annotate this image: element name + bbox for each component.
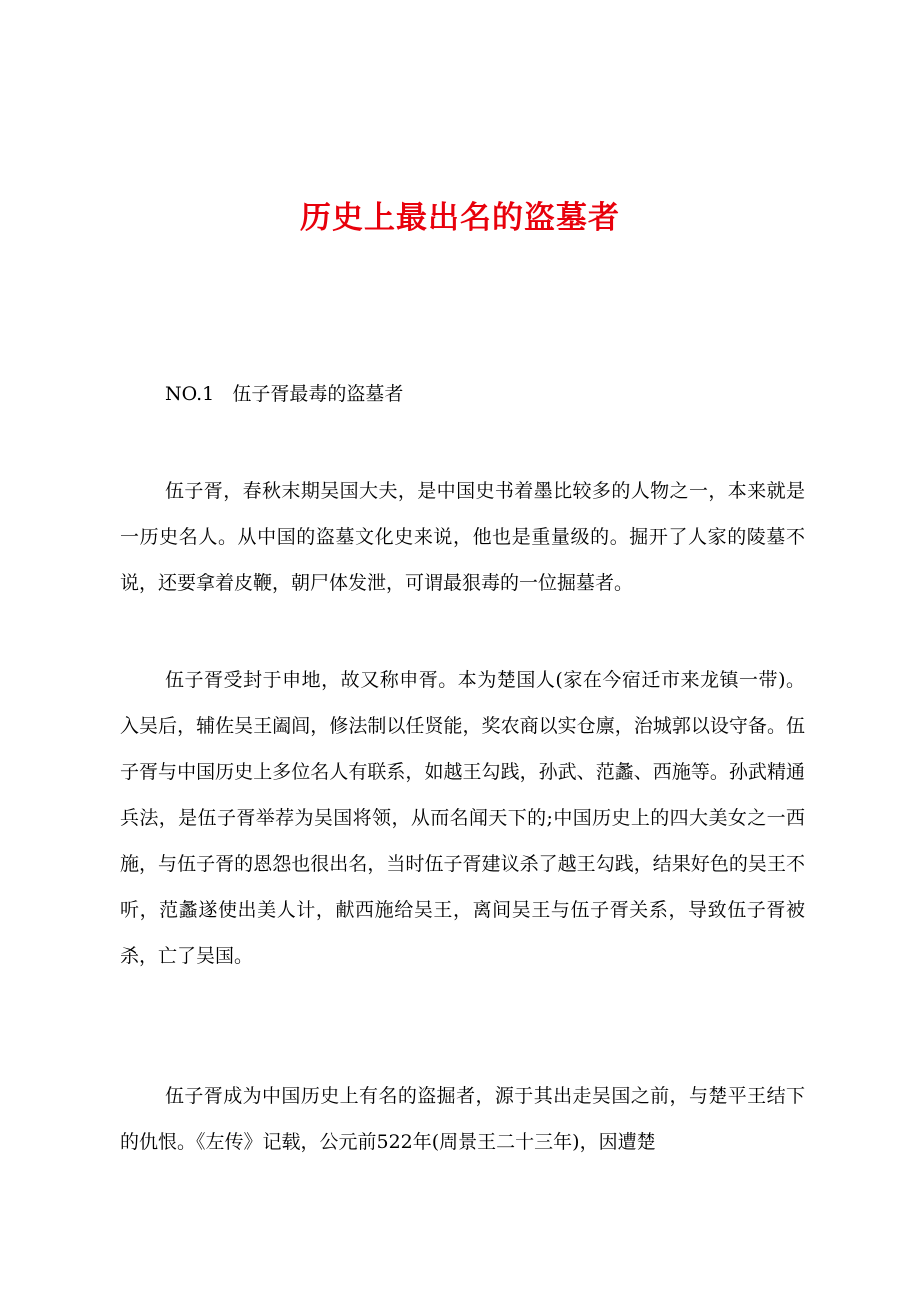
paragraph-3: 伍子胥成为中国历史上有名的盗掘者，源于其出走吴国之前，与楚平王结下的仇恨。《左传》记载，公元前522年(周景王二十三年)，因遭楚 (120, 1085, 805, 1153)
paragraph-2: 伍子胥受封于申地，故又称申胥。本为楚国人(家在今宿迁市来龙镇一带)。入吴后，辅佐吴王阖闾，修法制以任贤能，奖农商以实仓廪，治城郭以设守备。伍子胥与中国历史上多位名人有联系，如越王勾践，孙武、范蠡、西施等。孙武精通兵法，是伍子胥举荐为吴国将领，从而名闻天下的;中国历史上的四大美女之一西施，与伍子胥的恩怨也很出名，当时伍子胥建议杀了越王勾践，结果好色的吴王不听，范蠡遂使出美人计，献西施给吴王，离间吴王与伍子胥关系，导致伍子胥被杀，亡了吴国。 (120, 669, 805, 967)
document-title: 历史上最出名的盗墓者 (300, 200, 620, 236)
section-heading: NO.1 伍子胥最毒的盗墓者 (165, 383, 404, 405)
paragraph-1: 伍子胥，春秋末期吴国大夫，是中国史书着墨比较多的人物之一，本来就是一历史名人。从中国的盗墓文化史来说，他也是重量级的。掘开了人家的陵墓不说，还要拿着皮鞭，朝尸体发泄，可谓最狠毒的一位掘墓者。 (120, 480, 805, 594)
